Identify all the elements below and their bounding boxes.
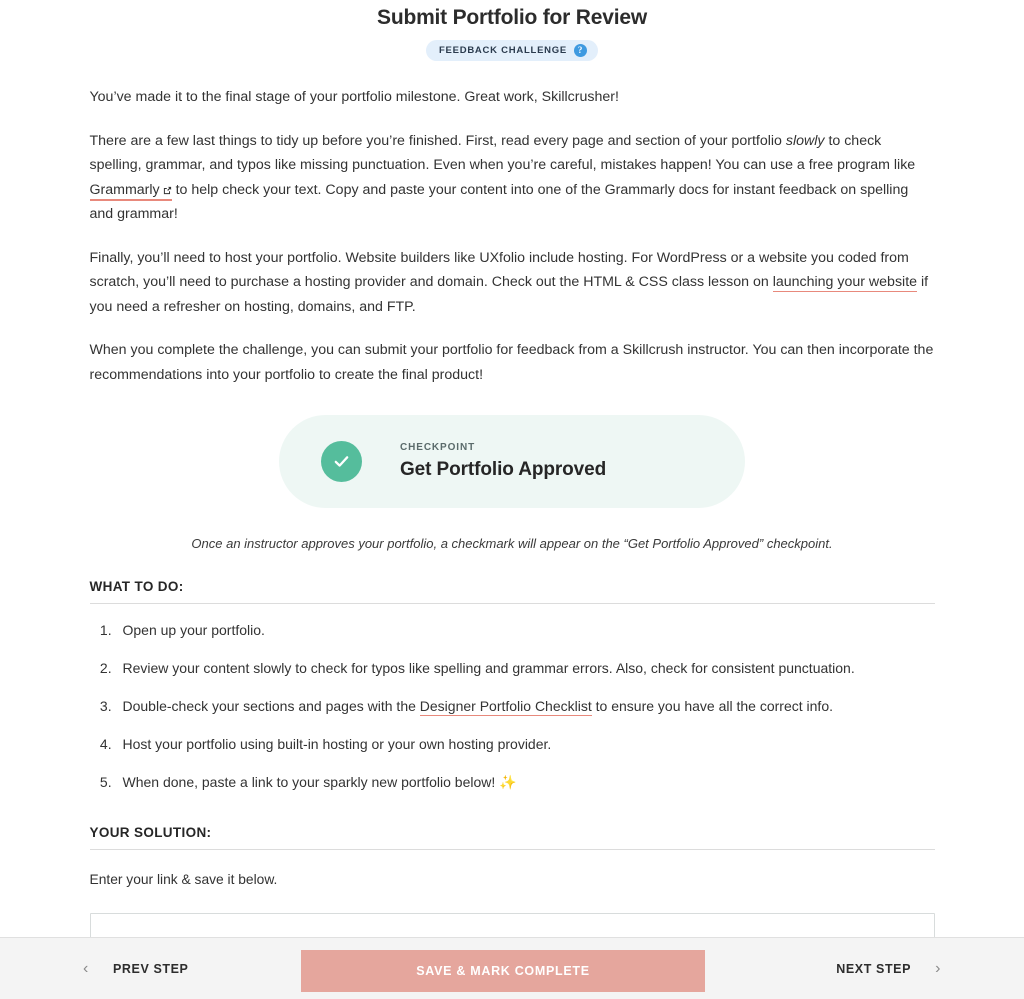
- list-item: 4. Host your portfolio using built-in hosting or your own hosting provider.: [116, 734, 935, 754]
- checkmark-icon: [321, 441, 362, 482]
- prev-step-button[interactable]: [83, 959, 189, 977]
- checkpoint-card[interactable]: [279, 415, 745, 508]
- lesson-content: [90, 0, 935, 996]
- list-item-text-after: to ensure you have all the correct info.: [591, 698, 833, 714]
- feedback-challenge-badge[interactable]: [426, 40, 598, 61]
- help-circle-icon[interactable]: ?: [574, 44, 587, 57]
- external-link-icon: [163, 186, 172, 195]
- prev-step-label: PREV STEP: [112, 961, 189, 976]
- paragraph-2-part-b: to check spelling, grammar, and typos like missing punctuation. Even when you’re careful, mistakes happen! You can use a free program like: [89, 132, 916, 173]
- solution-subtext: Enter your link & save it below.: [89, 872, 278, 887]
- paragraph-2: [90, 129, 935, 227]
- emphasis-slowly: slowly: [785, 132, 825, 149]
- checkpoint-title: Get Portfolio Approved: [400, 458, 607, 480]
- paragraph-4: When you complete the challenge, you can submit your portfolio for feedback from a Skillcrush instructor. You can then incorporate the recommendations into your portfolio to create the final product!: [89, 342, 934, 383]
- list-item: 1. Open up your portfolio.: [116, 620, 935, 640]
- paragraph-1: You’ve made it to the final stage of your portfolio milestone. Great work, Skillcrusher!: [89, 89, 619, 105]
- list-item-text-before: Double-check your sections and pages with the: [122, 698, 420, 714]
- intro-copy: [90, 85, 935, 387]
- chevron-left-icon: ‹: [83, 959, 89, 977]
- save-and-mark-complete-button[interactable]: SAVE & MARK COMPLETE: [301, 950, 705, 992]
- designer-portfolio-checklist-link[interactable]: Designer Portfolio Checklist: [419, 698, 592, 714]
- checkpoint-wrap: [90, 415, 935, 508]
- next-step-button[interactable]: [836, 959, 941, 977]
- badge-label: FEEDBACK CHALLENGE: [438, 45, 568, 56]
- paragraph-3-part-a: Finally, you’ll need to host your portfolio. Website builders like UXfolio include hosting. For WordPress or a website you coded from scratch, you’ll need to purchase a hosting provider and domain. Check out the HTML & CSS class lesson on: [89, 249, 909, 290]
- grammarly-link-label: Grammarly: [89, 181, 160, 198]
- paragraph-2-part-c: to help check your text. Copy and paste your content into one of the Grammarly docs for instant feedback on spelling and grammar!: [89, 181, 909, 222]
- grammarly-link[interactable]: [90, 182, 172, 201]
- launching-your-website-link[interactable]: launching your website: [772, 274, 918, 290]
- badge-row: [90, 40, 935, 61]
- list-item: 5. When done, paste a link to your sparkly new portfolio below! ✨: [116, 772, 935, 792]
- list-item: 2. Review your content slowly to check for typos like spelling and grammar errors. Also, check for consistent punctuation.: [116, 658, 935, 678]
- your-solution-heading: YOUR SOLUTION:: [90, 825, 935, 850]
- lesson-footer-nav: [0, 937, 1024, 999]
- checkpoint-caption: Once an instructor approves your portfolio, a checkmark will appear on the “Get Portfolio Approved” checkpoint.: [191, 536, 833, 551]
- paragraph-3: [90, 246, 935, 320]
- chevron-right-icon: ›: [935, 959, 941, 977]
- what-to-do-heading: WHAT TO DO:: [90, 579, 935, 604]
- checkpoint-text: [400, 441, 606, 483]
- page-title: Submit Portfolio for Review: [377, 6, 647, 29]
- what-to-do-list: [90, 620, 935, 792]
- next-step-label: NEXT STEP: [836, 961, 912, 976]
- checkpoint-kicker: CHECKPOINT: [400, 441, 476, 453]
- paragraph-3-part-b: if you need a refresher on hosting, domains, and FTP.: [89, 274, 929, 315]
- paragraph-2-part-a: There are a few last things to tidy up before you’re finished. First, read every page and section of your portfolio: [89, 132, 786, 149]
- list-item: [116, 696, 935, 716]
